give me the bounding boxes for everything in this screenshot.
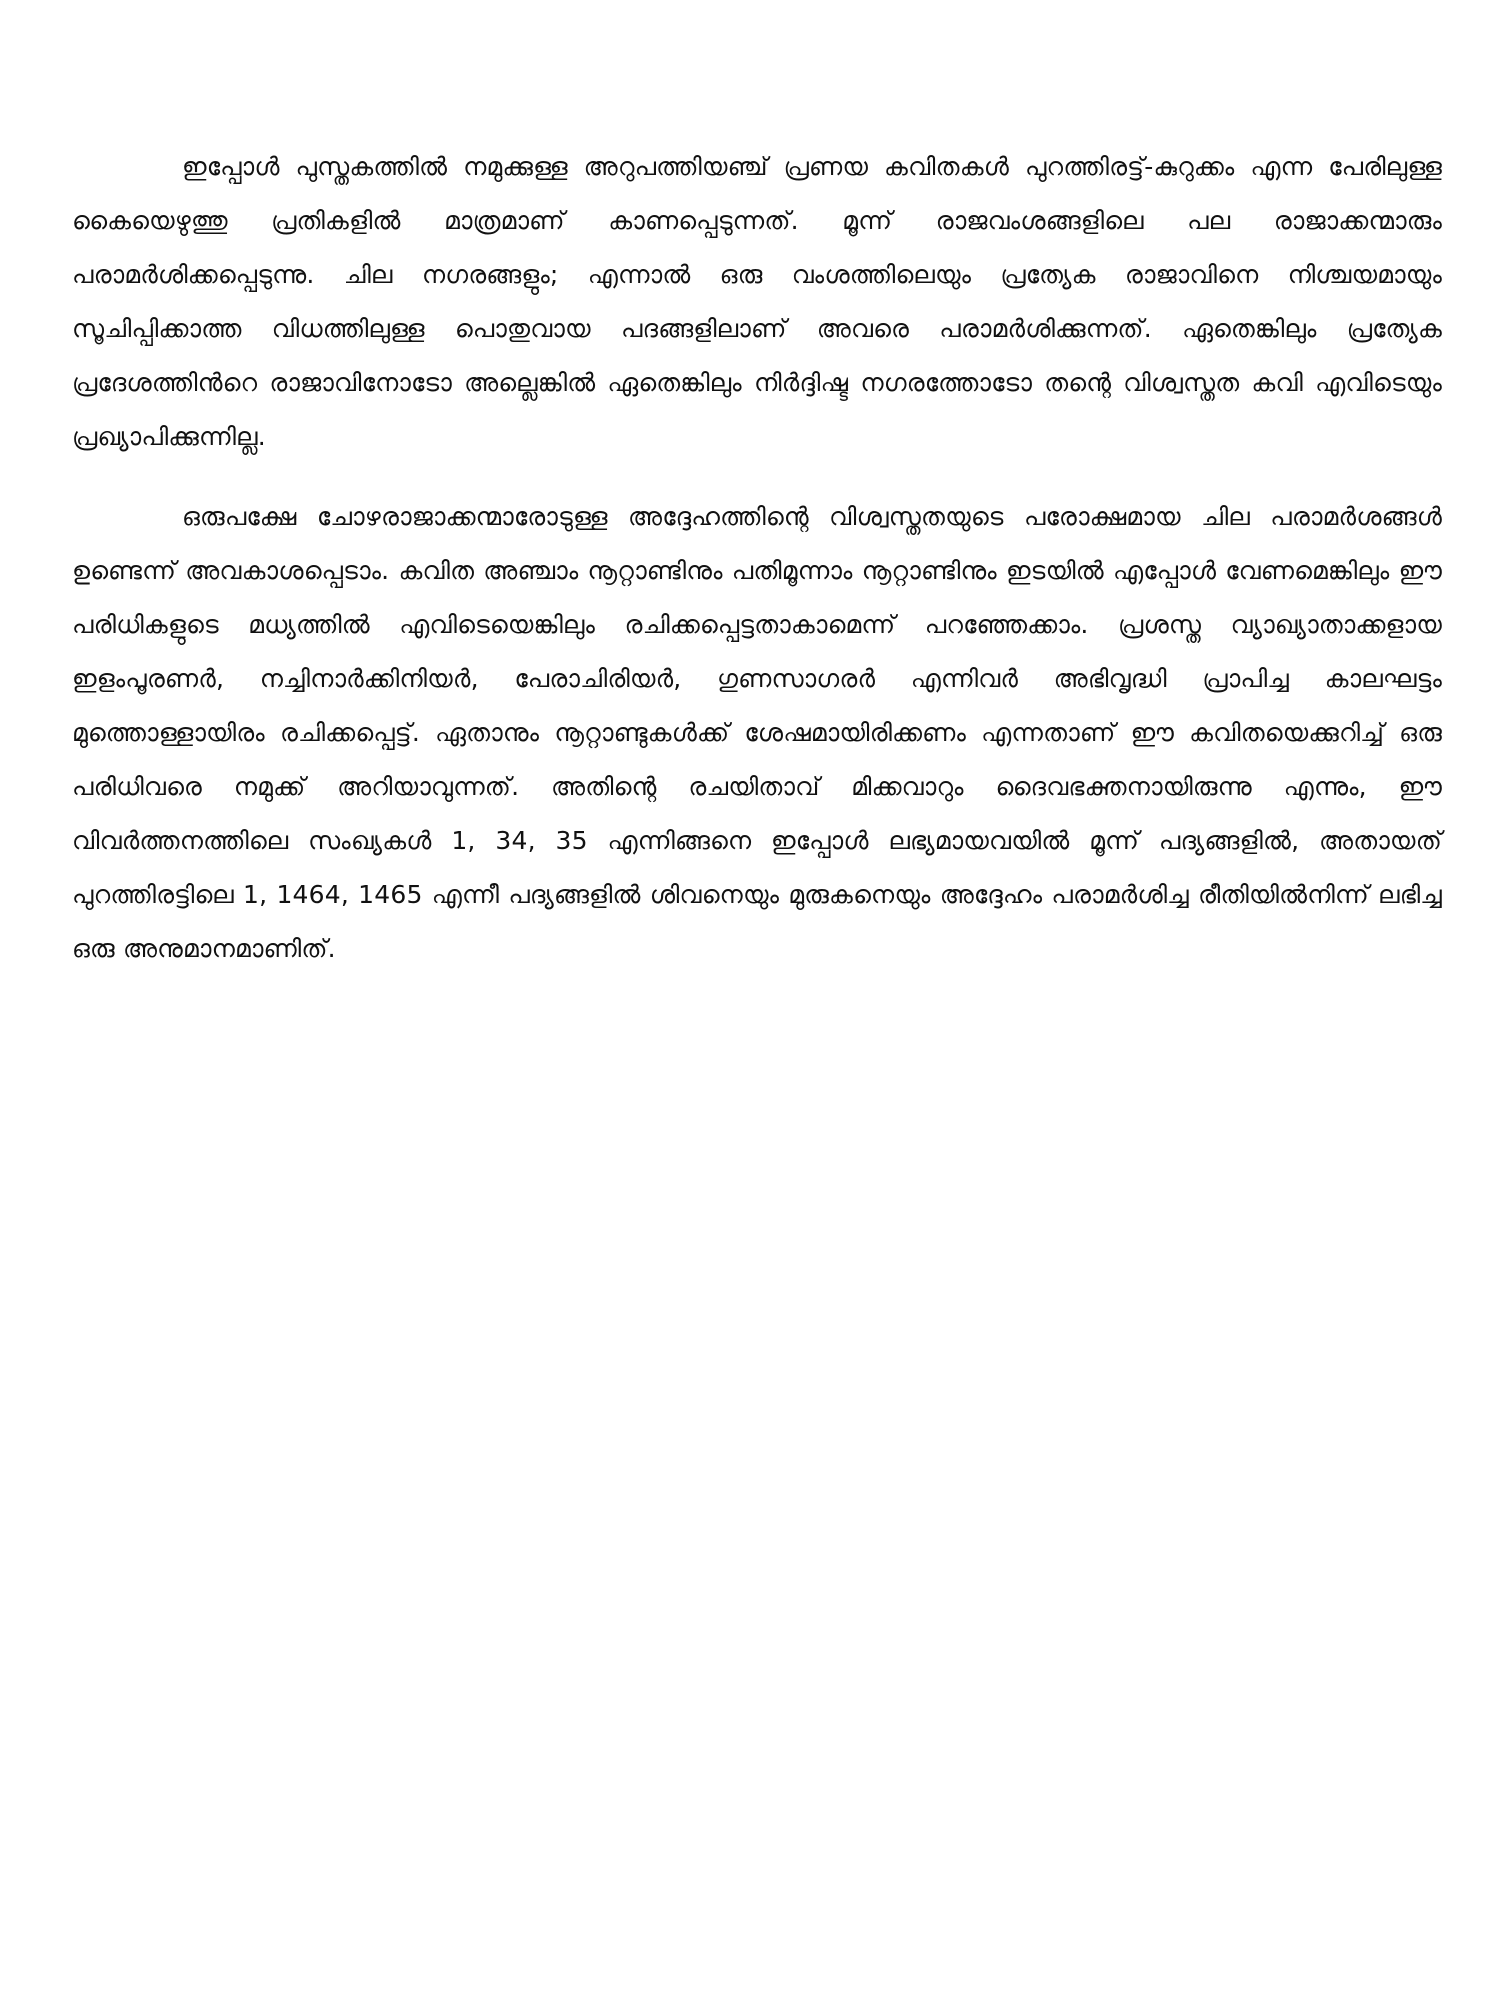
- paragraph-1: ഇപ്പോൾ പുസ്തകത്തിൽ നമുക്കുള്ള അറുപത്തിയഞ്ച് പ്രണയ കവിതകൾ പുറത്തിരട്ട്-കുറുക്കം എന്ന പേരിലുള്ള കൈയെഴുത്തു പ്രതികളിൽ മാത്രമാണ് കാണപ്പെടുന്നത്. മൂന്ന് രാജവംശങ്ങളിലെ പല രാജാക്കന്മാരും പരാമർശിക്കപ്പെടുന്നു. ചില നഗരങ്ങളും; എന്നാൽ ഒരു വംശത്തിലെയും പ്രത്യേക രാജാവിനെ നിശ്ചയമായും സൂചിപ്പിക്കാത്ത വിധത്തിലുള്ള പൊതുവായ പദങ്ങളിലാണ് അവരെ പരാമർശിക്കുന്നത്. ഏതെങ്കിലും പ്രത്യേക പ്രദേശത്തിൻറെ രാജാവിനോടോ അല്ലെങ്കിൽ ഏതെങ്കിലും നിർദ്ദിഷ്ട നഗരത്തോടോ തന്റെ വിശ്വസ്തത കവി എവിടെയും പ്രഖ്യാപിക്കുന്നില്ല.: [72, 152, 1442, 451]
- paragraph-2: ഒരുപക്ഷേ ചോഴരാജാക്കന്മാരോടുള്ള അദ്ദേഹത്തിന്റെ വിശ്വസ്തതയുടെ പരോക്ഷമായ ചില പരാമർശങ്ങൾ ഉണ്ടെന്ന് അവകാശപ്പെടാം. കവിത അഞ്ചാം നൂറ്റാണ്ടിനും പതിമൂന്നാം നൂറ്റാണ്ടിനും ഇടയിൽ എപ്പോൾ വേണമെങ്കിലും ഈ പരിധികളുടെ മധ്യത്തിൽ എവിടെയെങ്കിലും രചിക്കപ്പെട്ടതാകാമെന്ന് പറഞ്ഞേക്കാം. പ്രശസ്ത വ്യാഖ്യാതാക്കളായ ഇളംപൂരണർ, നച്ചിനാർക്കിനിയർ, പേരാചിരിയർ, ഗുണസാഗരർ എന്നിവർ അഭിവൃദ്ധി പ്രാപിച്ച കാലഘട്ടം മുത്തൊള്ളായിരം രചിക്കപ്പെട്ട്. ഏതാനും നൂറ്റാണ്ടുകൾക്ക് ശേഷമായിരിക്കണം എന്നതാണ് ഈ കവിതയെക്കുറിച്ച് ഒരു പരിധിവരെ നമുക്ക് അറിയാവുന്നത്. അതിന്റെ രചയിതാവ് മിക്കവാറും ദൈവഭക്തനായിരുന്നു എന്നും, ഈ വിവർത്തനത്തിലെ സംഖ്യകൾ 1, 34, 35 എന്നിങ്ങനെ ഇപ്പോൾ ലഭ്യമായവയിൽ മൂന്ന് പദ്യങ്ങളിൽ, അതായത് പുറത്തിരട്ടിലെ 1, 1464, 1465 എന്നീ പദ്യങ്ങളിൽ ശിവനെയും മുരുകനെയും അദ്ദേഹം പരാമർശിച്ച രീതിയിൽനിന്ന് ലഭിച്ച ഒരു അനുമാനമാണിത്.: [72, 502, 1442, 963]
- document-body: [72, 140, 1442, 976]
